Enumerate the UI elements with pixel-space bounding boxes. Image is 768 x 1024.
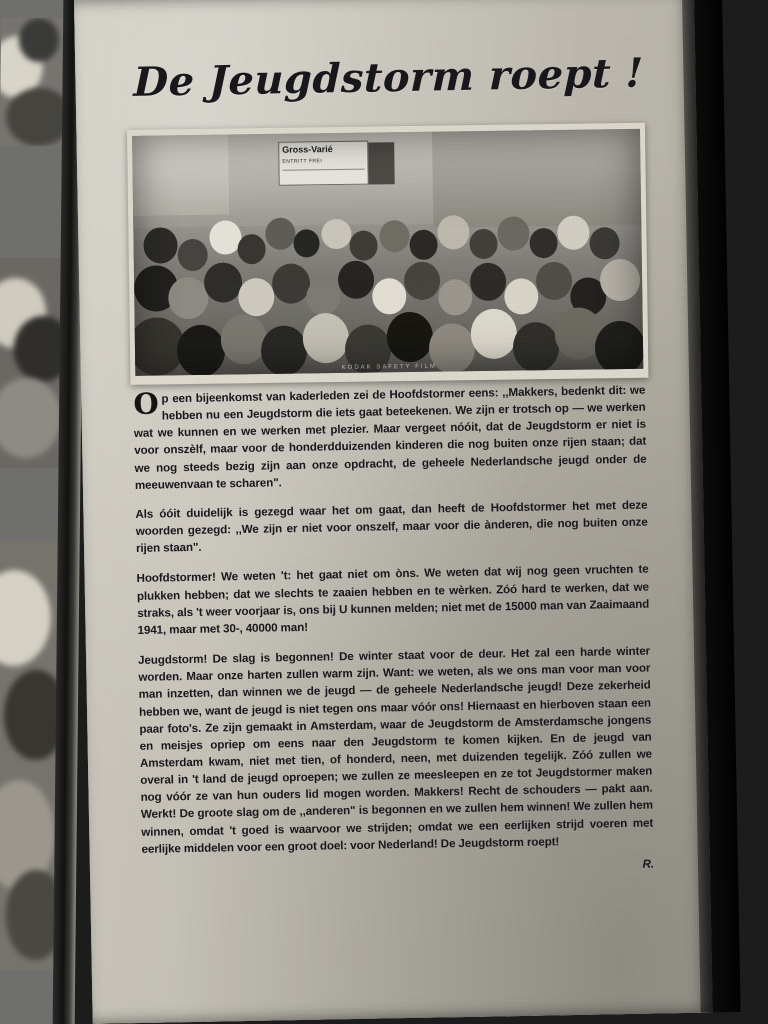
article-paragraph-3: Hoofdstormer! We weten 't: het gaat niet om òns. We weten dat wij nog geen vruchten te plukken hebben; dat we slechts te zaaien hebben en te wèrken. Zóó hard te werken, dat we straks, als 't weer voorjaar is, ons bij U kunnen melden; niet met de 15000 man van Zaaimaand 1941, maar met 30-, 40000 man! [136,562,650,637]
article-paragraph-4: Jeugdstorm! De slag is begonnen! De winter staat voor de deur. Het zal een harde winter worden. Maar onze harten zullen warm zijn. Want: we weten, als we ons man voor man voor man inzetten, dan winnen we de jeugd — de geheele Nederlandsche jeugd! Deze zekerheid hebben we, want de jeugd is niet tegen ons maar vóór ons! Hiernaast en hierboven staan een paar foto's. Ze zijn gemaakt in Amsterdam, waar de Jeugdstorm de Amsterdamsche jongens en meisjes opriep om eens naar den Jeugdstorm te komen kijken. En de jeugd van Amsterdam kwam, niet met tien, of honderd, neen, met duizenden tegelijk. Zóó zullen we overal in 't land de jeugd oproepen; we zullen ze meesleepen en ze tot Jeugdstormer maken nog vóór ze van hun ouders lid mogen worden. Makkers! Recht de schouders — pakt aan. Werkt! De groote slag om de ,,anderen" is begonnen en we zullen hem winnen! We zullen hem winnen, omdat 't goed is waarvoor we strijden; omdat we een eerlijken strijd voeren met eerlijke middelen voor een groot doel: voor Nederland! De Jeugdstorm roept! [137,644,654,856]
left-page-photo-top [0,18,69,146]
crowd-photograph [132,129,643,376]
wall-poster [278,141,369,186]
article-signature: R. [642,857,655,871]
film-edge-caption: KODAK SAFETY FILM [341,363,437,371]
paragraph-text: p een bijeenkomst van kaderleden zei de Hoofdstormer eens: ,,Makkers, bedenkt dit: we hebben nu een Jeugdstorm die iets gaat beteekenen. We zijn er trotsch op — we werken wat we kunnen en we werken met plezier. Maar vergeet nóóit, dat de Jeugdstorm er niet is voor onszèlf, maar voor de honderdduizenden kinderen die nog buiten onze rijen staan; dat we nog steeds bezig zijn aan onze opdracht, de geheele Nederlandsche jeugd onder de meeuwenvaan te scharen". [133,383,647,492]
article-page [74,0,713,1024]
page-title: De Jeugdstorm roept ! [133,49,644,106]
photo-figure [127,123,649,385]
article-paragraph-1 [133,382,647,494]
drop-cap: O [133,386,159,421]
left-page-photo-middle [0,258,67,468]
poster-subtitle: ENTRITT FREI [282,158,323,166]
article-body [133,382,654,882]
poster-title: Gross-Varié [282,144,333,155]
article-paragraph-2: Als óóit duidelijk is gezegd waar het om gaat, dan heeft de Hoofdstormer het met deze woorden gezegd: ,,We zijn er niet voor onszelf, maar voor die ànderen, die nog buiten onze rijen staan". [135,498,648,556]
